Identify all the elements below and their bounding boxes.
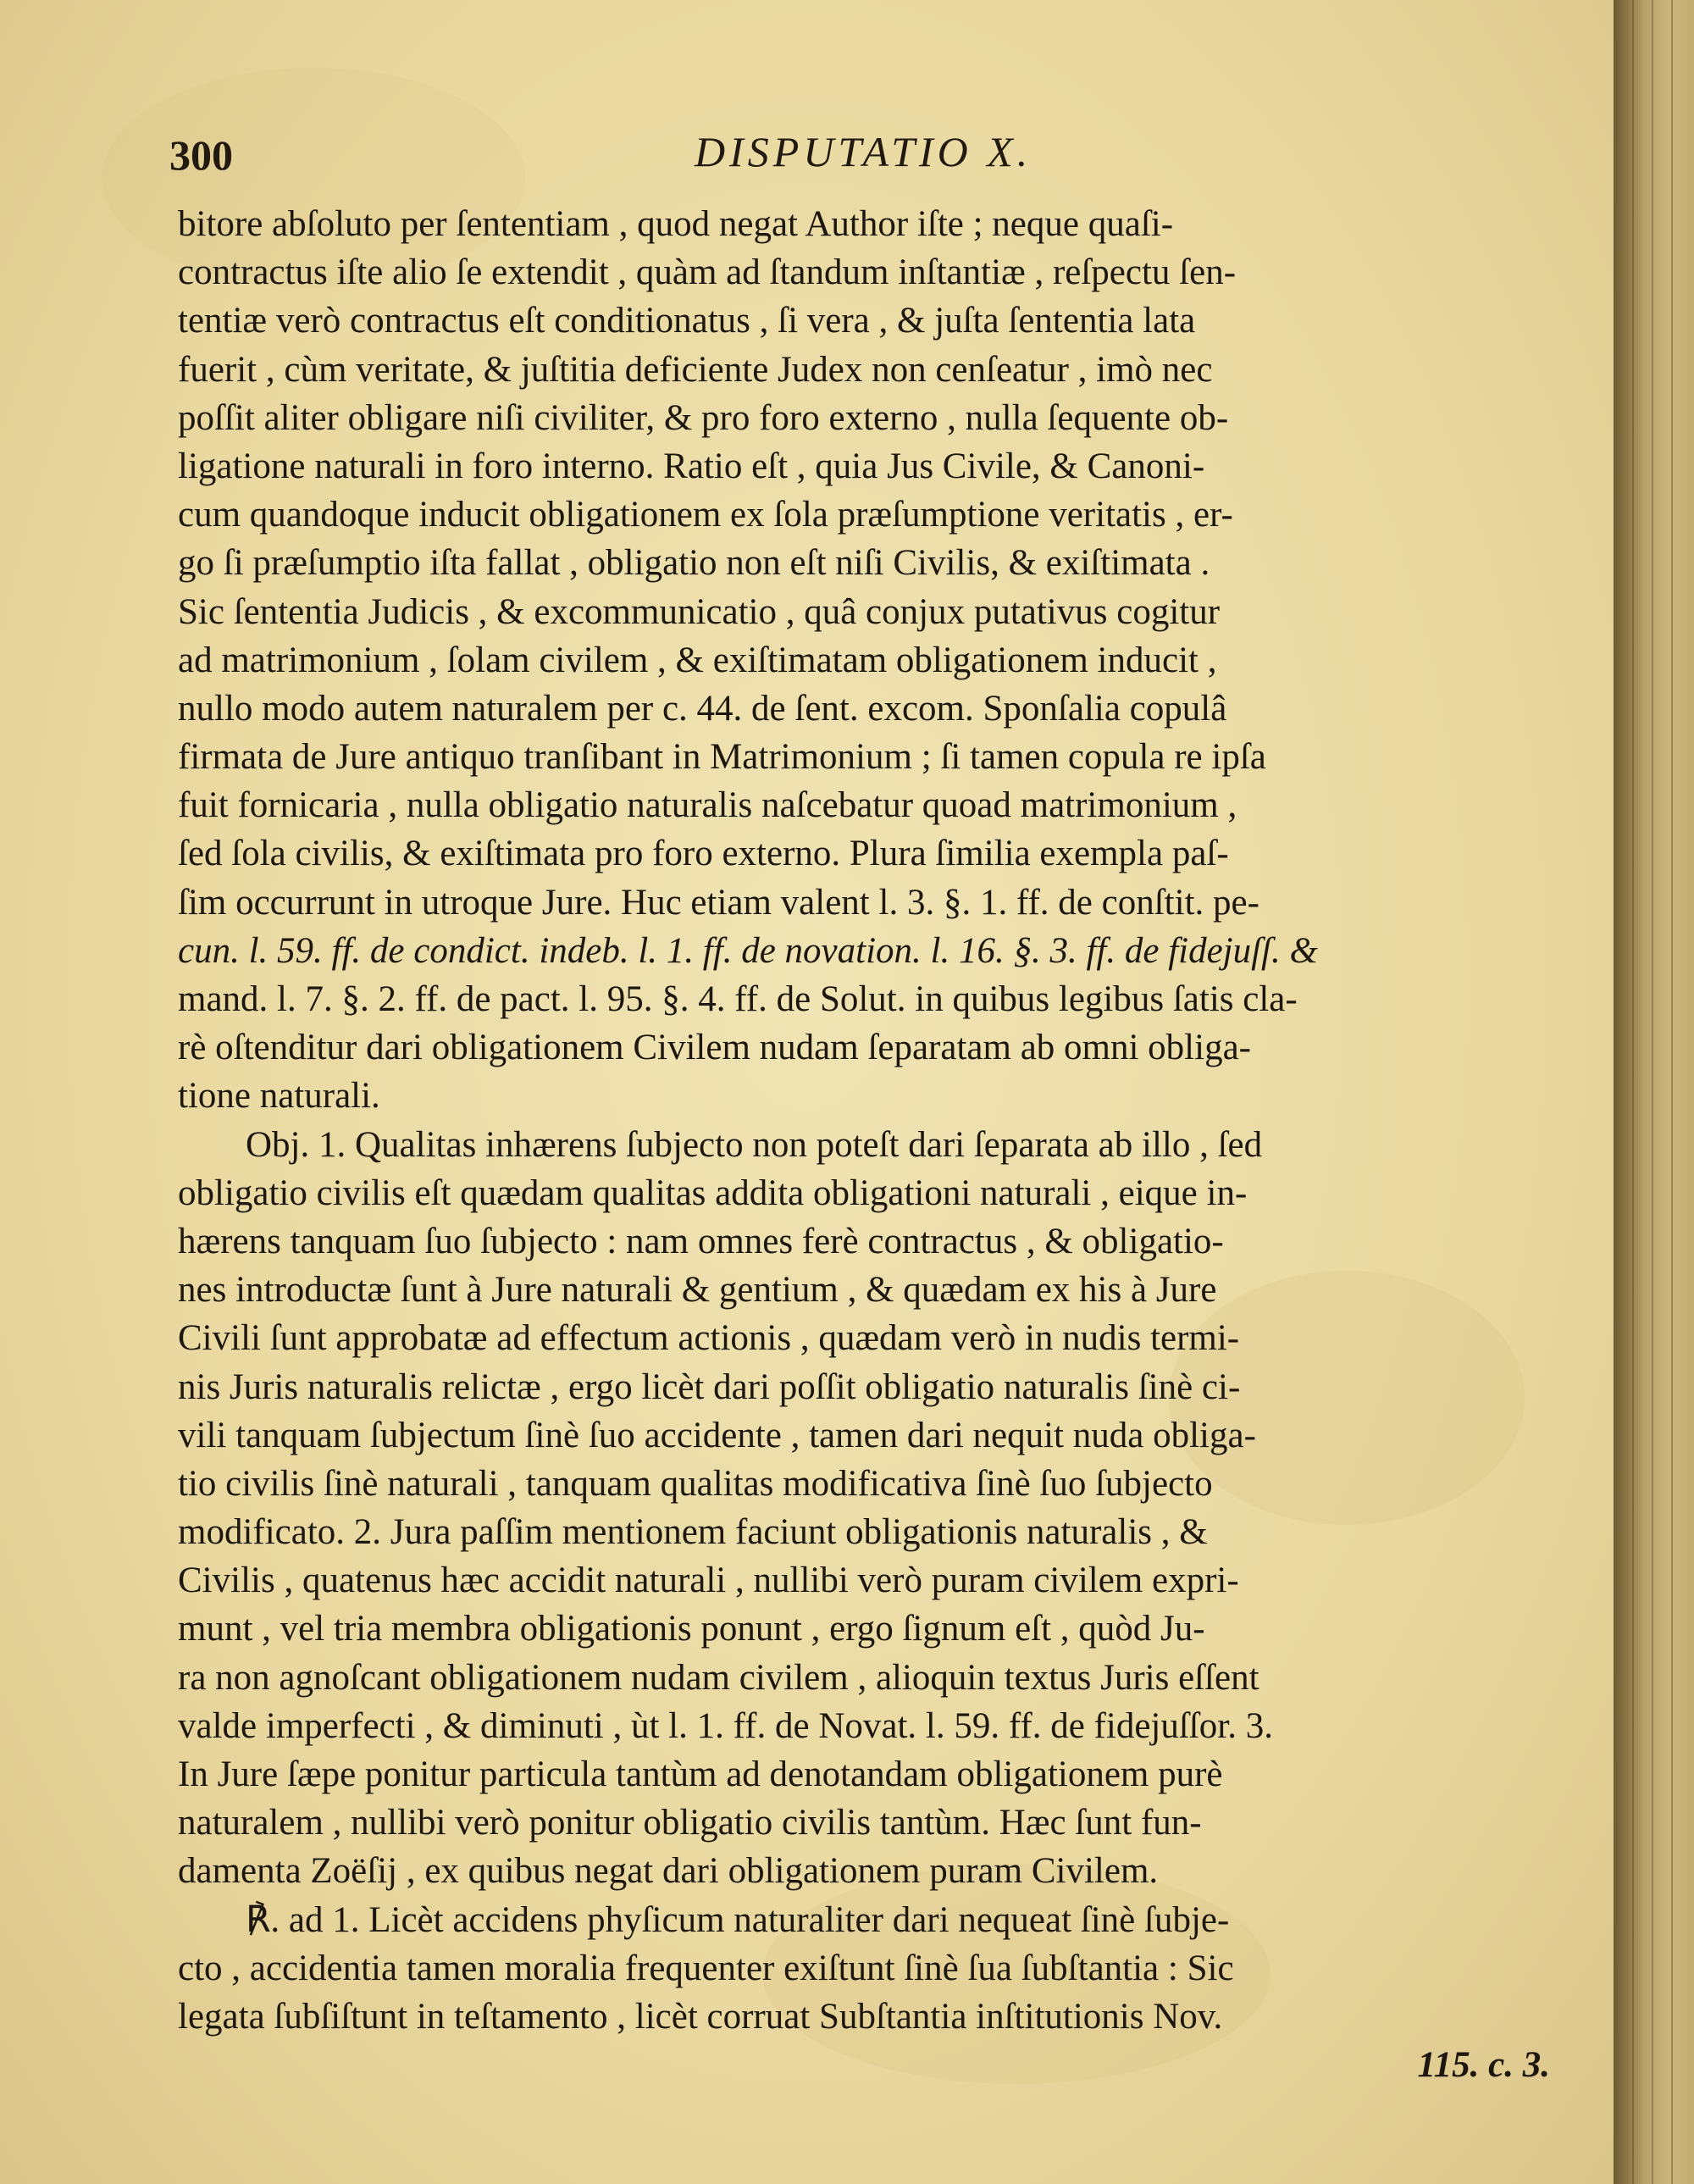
page-edge [1614,0,1694,2184]
text-line: contractus iſte alio ſe extendit , quàm ad ſtandum inſtantiæ , reſpectu ſen- [178,252,1237,293]
text-line: nullo modo autem naturalem per c. 44. de ſent. excom. Sponſalia copulâ [178,688,1227,729]
text-line: damenta Zoëſij , ex quibus negat dari obligationem puram Civilem. [178,1851,1159,1892]
text-line: legata ſubſiſtunt in teſtamento , licèt corruat Subſtantia inſtitutionis Nov. [178,1996,1223,2037]
text-line: fuerit , cùm veritate, & juſtitia deficiente Judex non cenſeatur , imò nec [178,349,1213,390]
text-line: cto , accidentia tamen moralia frequenter exiſtunt ſinè ſua ſubſtantia : Sic [178,1948,1234,1988]
text-line: munt , vel tria membra obligationis ponunt , ergo ſignum eſt , quòd Ju- [178,1609,1205,1649]
text-line: tentiæ verò contractus eſt conditionatus , ſi vera , & juſta ſententia lata [178,301,1196,341]
page-number: 300 [169,131,233,179]
text-line: bitore abſoluto per ſententiam , quod negat Author iſte ; neque quaſi- [178,204,1174,244]
text-line: nis Juris naturalis relictæ , ergo licèt dari poſſit obligatio naturalis ſinè ci- [178,1366,1241,1407]
text-line: tio civilis ſinè naturali , tanquam qualitas modificativa ſinè ſuo ſubjecto [178,1463,1213,1504]
text-line: valde imperfecti , & diminuti , ùt l. 1. ff. de Novat. l. 59. ff. de fidejuſſor. 3. [178,1705,1273,1746]
response-paragraph-start: ℟. ad 1. Licèt accidens phyſicum naturaliter dari nequeat ſinè ſubje- [246,1899,1230,1940]
text-line: Sic ſententia Judicis , & excommunicatio , quâ conjux putativus cogitur [178,591,1221,632]
text-line: cum quandoque inducit obligationem ex ſola præſumptione veritatis , er- [178,495,1233,535]
text-line: In Jure ſæpe ponitur particula tantùm ad denotandam obligationem purè [178,1754,1223,1794]
page-header [169,127,1558,186]
text-line: modificato. 2. Jura paſſim mentionem faciunt obligationis naturalis , & [178,1512,1208,1553]
text-line: mand. l. 7. §. 2. ff. de pact. l. 95. §. 4. ff. de Solut. in quibus legibus ſatis cla- [178,979,1298,1019]
text-line: tione naturali. [178,1076,380,1117]
text-line: go ſi præſumptio iſta fallat , obligatio non eſt niſi Civilis, & exiſtimata . [178,543,1210,584]
text-line: firmata de Jure antiquo tranſibant in Matrimonium ; ſi tamen copula re ipſa [178,737,1266,778]
text-line: ra non agnoſcant obligationem nudam civilem , alioquin textus Juris eſſent [178,1657,1259,1698]
catchword: 115. c. 3. [1417,2045,1550,2086]
body-text [178,200,1558,2089]
text-line: ſed ſola civilis, & exiſtimata pro foro externo. Plura ſimilia exempla paſ- [178,834,1229,874]
text-line: ligatione naturali in foro interno. Ratio eſt , quia Jus Civile, & Canoni- [178,446,1205,486]
running-title: DISPUTATIO X. [695,128,1032,175]
text-line: hærens tanquam ſuo ſubjecto : nam omnes ferè contractus , & obligatio- [178,1221,1224,1261]
text-line: nes introductæ ſunt à Jure naturali & gentium , & quædam ex his à Jure [178,1270,1217,1311]
text-line: poſſit aliter obligare niſi civiliter, & pro foro externo , nulla ſequente ob- [178,397,1229,438]
text-line: Civili ſunt approbatæ ad effectum actionis , quædam verò in nudis termi- [178,1318,1240,1359]
text-line: cun. l. 59. ff. de condict. indeb. l. 1. ff. de novation. l. 16. §. 3. ff. de fidejuſſ. & [178,930,1318,971]
text-line: rè oſtenditur dari obligationem Civilem nudam ſeparatam ab omni obliga- [178,1028,1251,1068]
text-line: ad matrimonium , ſolam civilem , & exiſtimatam obligationem inducit , [178,640,1217,680]
text-line: vili tanquam ſubjectum ſinè ſuo accidente , tamen dari nequit nuda obliga- [178,1415,1256,1455]
text-line: ſim occurrunt in utroque Jure. Huc etiam valent l. 3. §. 1. ff. de conſtit. pe- [178,882,1259,923]
text-line: Civilis , quatenus hæc accidit naturali , nullibi verò puram civilem expri- [178,1560,1239,1601]
text-line: fuit fornicaria , nulla obligatio naturalis naſcebatur quoad matrimonium , [178,785,1237,826]
text-line: obligatio civilis eſt quædam qualitas addita obligationi naturali , eique in- [178,1172,1248,1213]
objection-paragraph-start: Obj. 1. Qualitas inhærens ſubjecto non poteſt dari ſeparata ab illo , ſed [246,1124,1263,1165]
text-line: naturalem , nullibi verò ponitur obligatio civilis tantùm. Hæc ſunt fun- [178,1803,1202,1843]
